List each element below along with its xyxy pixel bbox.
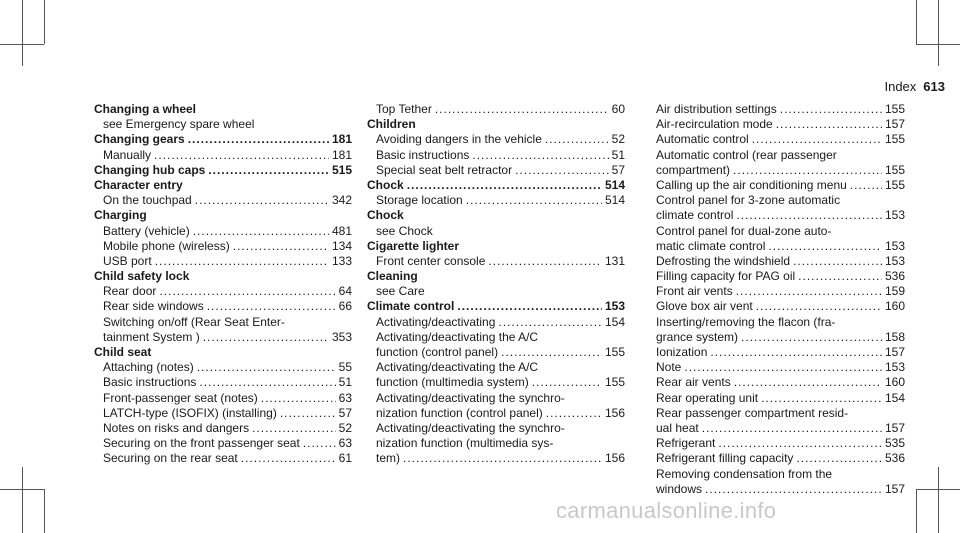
index-term: Activating/deactivating: [376, 314, 496, 329]
index-term: Ionization: [656, 345, 708, 359]
index-term: Air-recirculation mode: [656, 117, 773, 132]
dot-leader: [208, 163, 329, 178]
page-reference: 159: [884, 284, 905, 299]
index-term: Cleaning: [367, 269, 418, 284]
index-term: Refrigerant: [656, 436, 716, 451]
index-subentry: [367, 284, 625, 299]
index-subentry: [367, 406, 625, 421]
index-subentry: [94, 299, 352, 314]
dot-leader: [741, 330, 882, 345]
index-term: see Care: [376, 284, 425, 299]
index-term: Control panel for dual-zone auto-: [656, 223, 832, 238]
index-term: Glove box air vent: [656, 299, 753, 314]
index-term: Children: [367, 117, 416, 132]
dot-leader: [233, 239, 329, 254]
dot-leader: [684, 360, 882, 375]
index-subentry: [647, 193, 905, 208]
dot-leader: [545, 132, 609, 147]
section-title: Index: [884, 79, 917, 94]
page-reference: 57: [338, 405, 352, 420]
index-term: compartment): [656, 162, 731, 177]
index-term: Basic instructions: [376, 147, 470, 162]
page-reference: 155: [604, 375, 625, 390]
page-reference: 157: [884, 420, 905, 435]
page-reference: 131: [604, 253, 625, 268]
index-subentry: [647, 482, 905, 497]
page-reference: 536: [884, 451, 905, 466]
page-reference: 52: [611, 132, 625, 147]
page-reference: 514: [604, 193, 625, 208]
page-reference: 63: [338, 436, 352, 451]
index-subentry: [647, 467, 905, 482]
page-reference: 536: [884, 269, 905, 284]
crop-mark: [44, 489, 45, 533]
index-term: Child seat: [94, 345, 152, 359]
index-term: Front center console: [376, 253, 486, 268]
dot-leader: [498, 315, 602, 330]
index-term: Chock: [367, 177, 404, 192]
index-term: tem): [376, 451, 400, 466]
index-term: Securing on the rear seat: [103, 451, 238, 466]
crop-mark: [916, 0, 917, 44]
index-term: Securing on the front passenger seat: [103, 436, 300, 451]
index-subentry: [94, 375, 352, 390]
index-term: climate control: [656, 208, 734, 223]
dot-leader: [154, 148, 329, 163]
index-term: On the touchpad: [103, 193, 192, 208]
dot-leader: [850, 178, 882, 193]
dot-leader: [435, 102, 609, 117]
crop-mark: [938, 467, 939, 533]
page-reference: 55: [338, 360, 352, 375]
index-term: Special seat belt retractor: [376, 162, 513, 177]
index-subentry: [367, 451, 625, 466]
index-heading: [367, 239, 625, 254]
index-heading: [367, 208, 625, 223]
dot-leader: [155, 254, 329, 269]
index-subentry: [94, 391, 352, 406]
index-subentry: [647, 330, 905, 345]
index-term: Defrosting the windshield: [656, 253, 791, 268]
page-reference: 134: [331, 238, 352, 253]
page-reference: 157: [884, 481, 905, 496]
dot-leader: [733, 163, 882, 178]
dot-leader: [793, 254, 882, 269]
index-term: Attaching (notes): [103, 360, 194, 375]
index-term: Basic instructions: [103, 375, 197, 390]
index-subentry: [647, 345, 905, 360]
index-term: Automatic control (rear passenger: [656, 147, 837, 162]
page-reference: 181: [331, 132, 352, 147]
index-subentry: [647, 375, 905, 390]
dot-leader: [532, 375, 602, 390]
index-term: Battery (vehicle): [103, 223, 190, 238]
page-reference: 514: [604, 177, 625, 192]
index-term: Activating/deactivating the synchro-: [376, 420, 565, 435]
index-term: Calling up the air conditioning menu: [656, 177, 847, 192]
index-subentry: [94, 148, 352, 163]
index-subentry: [94, 421, 352, 436]
index-heading: [367, 178, 625, 193]
index-subentry: [367, 436, 625, 451]
dot-leader: [197, 360, 336, 375]
index-subentry: [367, 132, 625, 147]
dot-leader: [501, 345, 602, 360]
page-reference: 133: [331, 253, 352, 268]
dot-leader: [195, 193, 329, 208]
index-subentry: [647, 163, 905, 178]
index-subentry: [367, 193, 625, 208]
index-subentry: [367, 345, 625, 360]
index-term: Child safety lock: [94, 269, 190, 284]
dot-leader: [457, 299, 602, 314]
index-heading: [94, 178, 352, 193]
index-subentry: [647, 117, 905, 132]
dot-leader: [546, 406, 602, 421]
index-subentry: [94, 254, 352, 269]
index-term: Manually: [103, 147, 152, 162]
index-term: function (control panel): [376, 345, 499, 359]
dot-leader: [193, 224, 329, 239]
index-subentry: [367, 421, 625, 436]
page-reference: 160: [884, 299, 905, 314]
index-subentry: [647, 421, 905, 436]
dot-leader: [472, 148, 608, 163]
index-term: see Chock: [376, 223, 433, 238]
index-subentry: [367, 375, 625, 390]
index-subentry: [367, 360, 625, 375]
index-heading: [367, 299, 625, 314]
index-term: Switching on/off (Rear Seat Enter-: [103, 314, 285, 329]
index-subentry: [94, 436, 352, 451]
page-reference: 155: [884, 177, 905, 192]
index-term: Filling capacity for PAG oil: [656, 269, 796, 284]
dot-leader: [261, 391, 336, 406]
index-term: Changing gears: [94, 132, 185, 147]
page-reference: 535: [884, 436, 905, 451]
page-reference: 342: [331, 193, 352, 208]
page-reference: 155: [884, 132, 905, 147]
index-subentry: [647, 239, 905, 254]
index-subentry: [367, 315, 625, 330]
index-heading: [367, 117, 625, 132]
dot-leader: [705, 482, 882, 497]
index-subentry: [647, 360, 905, 375]
index-subentry: [94, 117, 352, 132]
page-reference: 160: [884, 375, 905, 390]
dot-leader: [776, 117, 882, 132]
index-term: Automatic control: [656, 132, 749, 147]
index-column-3: [647, 102, 905, 497]
page-reference: 52: [338, 420, 352, 435]
index-term: Character entry: [94, 177, 183, 192]
index-subentry: [647, 406, 905, 421]
index-term: Charging: [94, 208, 147, 223]
page-reference: 153: [884, 360, 905, 375]
index-term: Air distribution settings: [656, 102, 777, 116]
index-term: Mobile phone (wireless): [103, 238, 230, 253]
index-term: Control panel for 3-zone automatic: [656, 193, 841, 208]
index-subentry: [94, 315, 352, 330]
index-subentry: [647, 391, 905, 406]
index-subentry: [647, 451, 905, 466]
dot-leader: [702, 421, 882, 436]
index-subentry: [647, 269, 905, 284]
index-term: Note: [656, 360, 682, 375]
index-heading: [94, 102, 352, 117]
index-subentry: [367, 102, 625, 117]
index-subentry: [647, 315, 905, 330]
index-subentry: [647, 132, 905, 147]
index-subentry: [647, 254, 905, 269]
index-term: Activating/deactivating the synchro-: [376, 390, 565, 405]
index-term: tainment System ): [103, 329, 200, 344]
dot-leader: [159, 284, 335, 299]
index-term: Changing hub caps: [94, 162, 206, 177]
dot-leader: [710, 345, 882, 360]
crop-mark: [916, 489, 917, 533]
index-subentry: [94, 193, 352, 208]
index-subentry: [94, 239, 352, 254]
page-reference: 64: [338, 284, 352, 299]
dot-leader: [515, 163, 609, 178]
dot-leader: [466, 193, 602, 208]
index-subentry: [94, 224, 352, 239]
index-term: Rear air vents: [656, 375, 731, 390]
index-subentry: [367, 148, 625, 163]
index-subentry: [94, 330, 352, 345]
index-subentry: [367, 224, 625, 239]
index-subentry: [647, 284, 905, 299]
index-term: Inserting/removing the flacon (fra-: [656, 314, 836, 329]
index-heading: [367, 269, 625, 284]
page-reference: 156: [604, 405, 625, 420]
index-heading: [94, 269, 352, 284]
dot-leader: [252, 421, 336, 436]
index-term: ual heat: [656, 420, 699, 435]
crop-mark: [22, 0, 23, 66]
index-term: Storage location: [376, 193, 463, 208]
page-reference: 157: [884, 117, 905, 132]
index-term: Refrigerant filling capacity: [656, 451, 794, 466]
index-term: Front-passenger seat (notes): [103, 390, 258, 405]
dot-leader: [241, 451, 336, 466]
index-subentry: [367, 163, 625, 178]
page-number: 613: [923, 79, 945, 94]
crop-mark: [22, 467, 23, 533]
page-reference: 154: [604, 314, 625, 329]
dot-leader: [188, 132, 329, 147]
dot-leader: [734, 375, 882, 390]
index-heading: [94, 163, 352, 178]
dot-leader: [203, 330, 329, 345]
index-subentry: [647, 208, 905, 223]
index-term: LATCH-type (ISOFIX) (installing): [103, 405, 277, 420]
dot-leader: [403, 451, 602, 466]
dot-leader: [303, 436, 336, 451]
page-reference: 155: [884, 102, 905, 116]
index-term: Top Tether: [376, 102, 432, 116]
watermark: carmanualsonline.info: [556, 498, 777, 523]
page-reference: 57: [611, 162, 625, 177]
index-subentry: [647, 148, 905, 163]
index-term: USB port: [103, 253, 152, 268]
index-term: function (multimedia system): [376, 375, 529, 390]
dot-leader: [280, 406, 336, 421]
dot-leader: [736, 208, 882, 223]
page-reference: 61: [338, 451, 352, 466]
dot-leader: [756, 299, 882, 314]
page-reference: 156: [604, 451, 625, 466]
page-reference: 60: [611, 102, 625, 116]
index-column-2: [367, 102, 625, 467]
page-reference: 51: [611, 147, 625, 162]
dot-leader: [752, 132, 882, 147]
crop-mark: [938, 0, 939, 66]
index-term: Rear door: [103, 284, 157, 299]
page-reference: 181: [331, 147, 352, 162]
index-heading: [94, 345, 352, 360]
page-reference: 353: [331, 329, 352, 344]
index-term: Activating/deactivating the A/C: [376, 329, 539, 344]
page-reference: 155: [884, 162, 905, 177]
index-term: grance system): [656, 329, 739, 344]
index-term: matic climate control: [656, 238, 766, 253]
index-term: Rear side windows: [103, 299, 204, 314]
page-reference: 515: [331, 162, 352, 177]
dot-leader: [798, 269, 882, 284]
index-subentry: [94, 451, 352, 466]
page-reference: 481: [331, 223, 352, 238]
index-term: Rear passenger compartment resid-: [656, 405, 849, 420]
index-term: Activating/deactivating the A/C: [376, 360, 539, 375]
dot-leader: [736, 284, 882, 299]
index-subentry: [367, 330, 625, 345]
page-reference: 153: [884, 208, 905, 223]
index-term: Removing condensation from the: [656, 466, 833, 481]
index-subentry: [647, 178, 905, 193]
dot-leader: [761, 391, 882, 406]
index-term: see Emergency spare wheel: [103, 117, 255, 132]
index-subentry: [367, 254, 625, 269]
index-term: Changing a wheel: [94, 102, 197, 116]
index-subentry: [647, 436, 905, 451]
page-reference: 155: [604, 345, 625, 359]
dot-leader: [207, 299, 336, 314]
page-reference: 153: [884, 238, 905, 253]
index-subentry: [367, 391, 625, 406]
index-term: Avoiding dangers in the vehicle: [376, 132, 542, 147]
index-subentry: [94, 360, 352, 375]
page-reference: 154: [884, 390, 905, 405]
index-term: nization function (multimedia sys-: [376, 436, 554, 451]
index-subentry: [647, 224, 905, 239]
dot-leader: [199, 375, 335, 390]
dot-leader: [718, 436, 882, 451]
page-reference: 153: [604, 299, 625, 314]
index-subentry: [94, 406, 352, 421]
dot-leader: [796, 451, 882, 466]
index-column-1: [94, 102, 352, 467]
page-reference: 51: [338, 375, 352, 390]
dot-leader: [768, 239, 882, 254]
dot-leader: [780, 102, 882, 117]
index-heading: [94, 132, 352, 147]
index-term: Cigarette lighter: [367, 238, 460, 253]
page-reference: 153: [884, 253, 905, 268]
crop-mark: [44, 0, 45, 44]
index-term: Rear operating unit: [656, 390, 759, 405]
dot-leader: [407, 178, 602, 193]
index-heading: [94, 208, 352, 223]
dot-leader: [488, 254, 602, 269]
index-term: Chock: [367, 208, 404, 223]
page-reference: 63: [338, 390, 352, 405]
page-reference: 157: [884, 345, 905, 359]
index-subentry: [647, 102, 905, 117]
index-subentry: [94, 284, 352, 299]
page-reference: 158: [884, 329, 905, 344]
index-term: windows: [656, 481, 703, 496]
index-term: Climate control: [367, 299, 455, 314]
page-header: [884, 79, 945, 94]
page-reference: 66: [338, 299, 352, 314]
index-term: Notes on risks and dangers: [103, 420, 250, 435]
index-term: Front air vents: [656, 284, 733, 299]
index-term: nization function (control panel): [376, 405, 543, 420]
index-subentry: [647, 299, 905, 314]
